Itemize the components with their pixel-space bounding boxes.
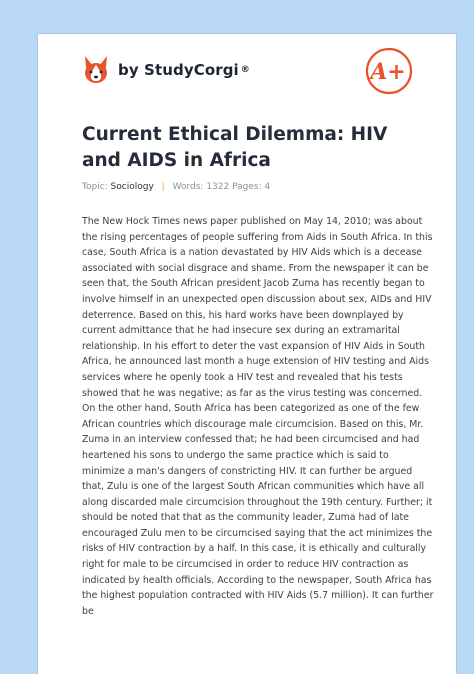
topic-label: Topic: [82, 182, 108, 192]
meta-separator: | [161, 182, 165, 192]
document-card [38, 34, 456, 674]
pages-label: Pages: [232, 182, 262, 192]
document-title: Current Ethical Dilemma: HIV and AIDS in Africa [82, 124, 388, 171]
document-meta [82, 182, 270, 192]
document-body: The New Hock Times news paper published on May 14, 2010; was about the rising percentages of people suffering from Aids in South Africa. In this case, South Africa is a nation devastated by HIV Aids which is a decease associated with social disgrace and shame. From the newspaper it can be seen that, the South African president Jacob Zuma has recently began to involve himself in an unexpected open discussion about sex, AIDs and HIV deterrence. Based on this, his hard works have been downplayed by current admittance that he had insecure sex during an extramarital relationship. In his effort to deter the vast expansion of HIV Aids in South Africa, he announced last month a huge extension of HIV testing and Aids services where he openly took a HIV test and revealed that his tests showed that he was negative; as far as the virus testing was concerned. On the other hand, South Africa has been categorized as one of the few African countries which discourage male circumcision. Based on this, Mr. Zuma in an interview confessed that; he had been circumcised and had heartened his sons to undergo the same practice which is said to minimize a man's dangers of constricting HIV. It can further be argued that, Zulu is one of the largest South African communities which have all along discarded male circumcision throughout the 19th century. Further; it should be noted that that as the community leader, Zuma had of late encouraged Zulu men to be circumcised saying that the act minimizes the risks of HIV contraction by a half. In this case, it is ethically and culturally right for male to be circumcised in order to reduce HIV contraction as indicated by health officials. According to the newspaper, South Africa has the highest population contracted with HIV Aids (5.7 million). It can further be [82, 216, 434, 617]
topic-link[interactable]: Sociology [110, 182, 154, 192]
words-value: 1322 [206, 182, 230, 192]
corgi-icon [82, 54, 110, 86]
grade-a-plus-icon [364, 46, 414, 96]
words-label: Words: [172, 182, 204, 192]
brand-logo[interactable] [82, 52, 250, 88]
brand-name: by StudyCorgi [118, 61, 239, 79]
grade-text: A+ [370, 59, 406, 85]
pages-value: 4 [264, 182, 271, 192]
registered-mark: ® [240, 65, 250, 75]
